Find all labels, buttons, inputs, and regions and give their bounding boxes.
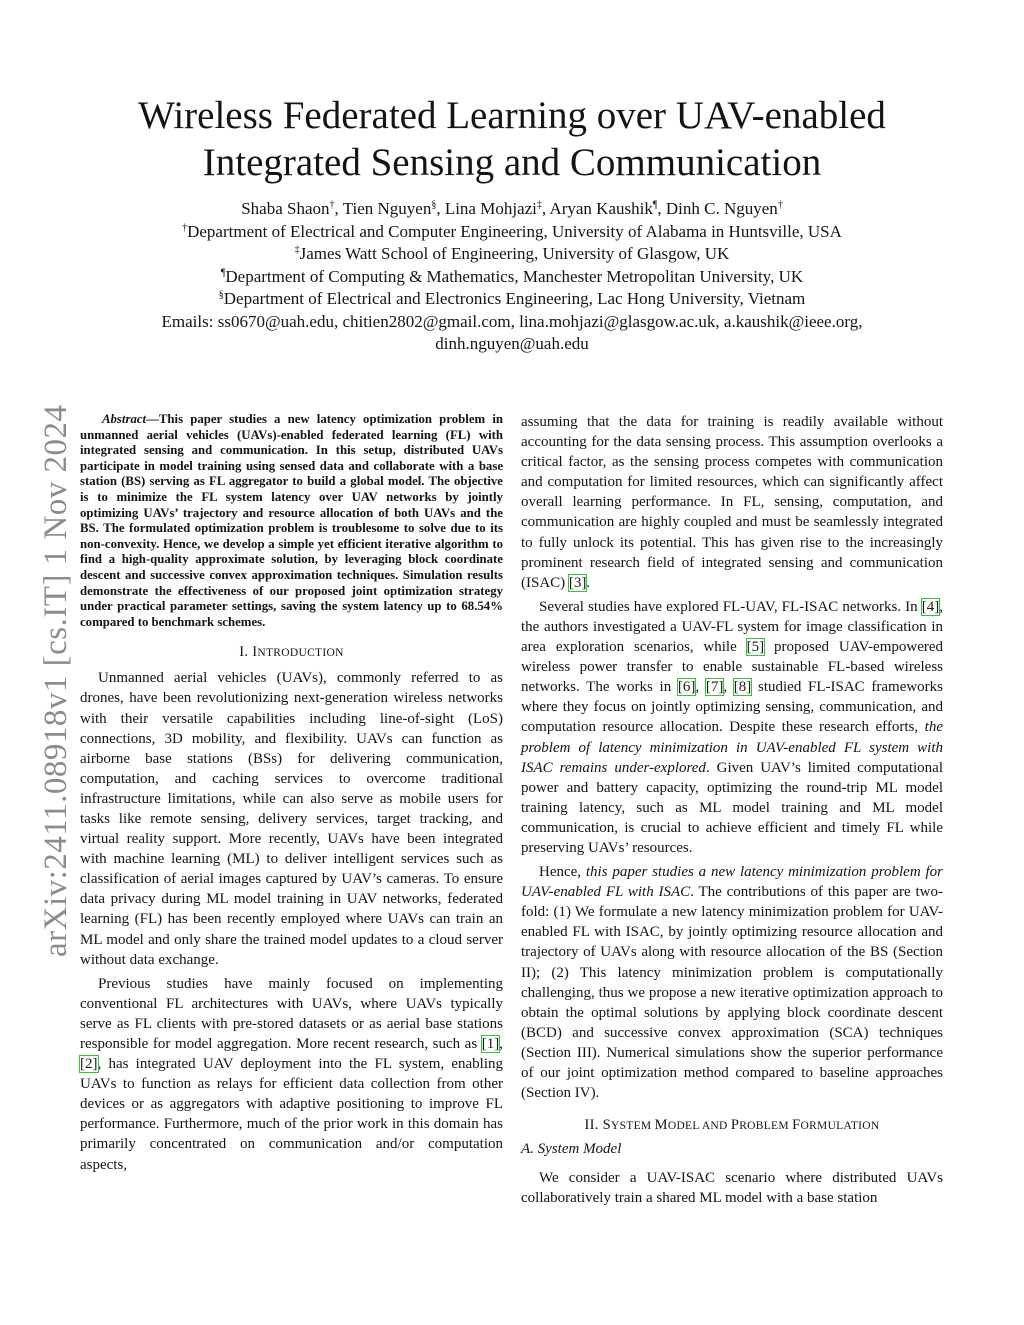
citation-link[interactable]: [7] [705, 679, 724, 696]
email-line: dinh.nguyen@uah.edu [435, 334, 589, 353]
citation-link[interactable]: [4] [921, 598, 940, 615]
affiliation-mark: † [329, 199, 335, 211]
citation-link[interactable]: [3] [568, 574, 587, 591]
author-separator: , [436, 199, 445, 218]
affiliation-line [60, 243, 964, 266]
citation-link[interactable]: [6] [677, 679, 696, 696]
affiliation-line [60, 288, 964, 311]
paragraph-text: studied FL-ISAC frameworks where they focus on jointly optimizing sensing, communication, and computation resource allocation. Despite these research efforts, [521, 679, 944, 736]
author-name: Shaba Shaon [241, 199, 330, 218]
title-line-2: Integrated Sensing and Communication [202, 141, 822, 184]
section-smallcaps: ODEL AND [667, 1120, 731, 1133]
section-initial: F [792, 1117, 801, 1134]
author-name: Aryan Kaushik [549, 199, 653, 218]
affiliation-mark: ¶ [220, 266, 226, 278]
paragraph-text: Several studies have explored FL-UAV, FL-ISAC networks. In [539, 598, 922, 615]
paragraph-text: assuming that the data for training is readily available without accounting for the data sensing process. This assumption overlooks a critical factor, as the sensing process competes with communication and computation for limited resources, which can significantly affect overall learning performance. In FL, sensing, computation, and communication are highly coupled and must be seamlessly integrated to fully unlock its potential. This has given rise to the increasingly prominent research field of integrated sensing and communication (ISAC) [521, 414, 943, 591]
author-separator: , [657, 199, 666, 218]
paragraph-text: . The contributions of this paper are two-fold: (1) We formulate a new latency minimization problem for UAV-enabled FL with ISAC, by jointly optimizing resource allocation and trajectory of UAVs along with resource allocation of the BS (Section II); (2) This latency minimization problem is computationally challenging, thus we propose a new iterative optimization approach to obtain the optimal solutions by applying block coordinate descent (BCD) and successive convex approximation (SCA) techniques (Section III). Numerical simulations show the superior performance of our joint optimization method compared to baseline approaches (Section IV). [521, 884, 943, 1102]
paragraph-text: . [586, 574, 591, 591]
emphasis-text: this paper studies a new latency minimization problem for UAV-enabled FL with ISAC [521, 864, 943, 901]
section-heading-system-model [521, 1117, 943, 1134]
paragraph-text: , the authors investigated a UAV-FL system for image classification in area exploration scenarios, while [521, 598, 943, 656]
abstract-text: This paper studies a new latency optimization problem in unmanned aerial vehicles (UAVs)-enabled federated learning (FL) with integrated sensing and communication. In this setup, distributed UAVs participate in model training using sensed data and collaborate with a base station (BS) serving as FL aggregator to build a global model. The objective is to minimize the FL system latency over UAV networks by jointly optimizing UAVs’ trajectory and resource allocation of both UAVs and the BS. The formulated optimization problem is troublesome to solve due to its non-convexity. Hence, we develop a simple yet efficient iterative algorithm to find a high-quality approximate solution, by leveraging block coordinate descent and successive convex approximation techniques. Simulation results demonstrate the effectiveness of our proposed joint optimization strategy under practical parameter settings, saving the system latency up to 68.54% compared to benchmark schemes. [80, 412, 503, 629]
section-smallcaps: ORMULATION [800, 1120, 880, 1133]
author-name: Lina Mohjazi [444, 199, 537, 218]
affiliation-line [60, 221, 964, 244]
author-separator: , [334, 199, 343, 218]
paragraph: We consider a UAV-ISAC scenario where distributed UAVs collaboratively train a shared ML model with a base station [521, 1170, 943, 1207]
abstract [80, 412, 503, 630]
paragraph-text: , has integrated UAV deployment into the FL system, enabling UAVs to function as relays for efficient data collection from other devices or as aggregators with adaptive positioning to improve FL performance. Furthermore, much of the prior work in this domain has primarily concentrated on communication and/or computation aspects, [80, 1056, 503, 1173]
paper-title [60, 92, 964, 186]
email-line: Emails: ss0670@uah.edu, chitien2802@gmail.com, lina.mohjazi@glasgow.ac.uk, a.kaushik@ieee.org, [161, 311, 863, 331]
paragraph-text: Hence, [539, 864, 586, 881]
affiliation-line [60, 266, 964, 289]
section-number: II. [584, 1117, 603, 1134]
paragraph-text: , [723, 679, 734, 696]
subsection-heading: A. System Model [521, 1141, 622, 1158]
paragraph-text: proposed UAV-empowered wireless power transfer to enable sustainable FL-based wireless networks. The works in [521, 639, 944, 696]
section-number: I. [239, 644, 253, 661]
paragraph [80, 974, 503, 1175]
citation-link[interactable]: [1] [481, 1036, 500, 1052]
paragraph-text: Previous studies have mainly focused on implementing conventional FL architectures with UAVs, where UAVs typically serve as FL clients with pre-stored datasets or as aerial base stations responsible for model aggregation. More recent research, such as [80, 975, 503, 1052]
author-list [60, 198, 964, 221]
section-initial: P [730, 1117, 740, 1134]
paragraph: Unmanned aerial vehicles (UAVs), commonly referred to as drones, have been revolutionizing next-generation wireless networks with their versatile capabilities including line-of-sight (LoS) connections, 3D mobility, and flexibility. UAVs can function as airborne base stations (BSs) for delivering communication, computation, and caching services to overcome traditional infrastructure limitations, while can also serve as mobile users for tasks like remote sensing, delivery services, target tracking, and virtual reality support. More recently, UAVs have been integrated with machine learning (ML) to deliver intelligent services such as classification of aerial images captured by UAV’s cameras. To ensure data privacy during ML model training in UAV networks, federated learning (FL) has been recently employed where UAVs can train an ML model and only share the trained model updates to a cloud server without data exchange. [80, 670, 503, 968]
affiliation-mark: ‡ [294, 244, 300, 256]
paragraph-text: , [499, 1036, 503, 1052]
citation-link[interactable]: [8] [733, 679, 752, 696]
paragraph-text: . Given UAV’s limited computational power and battery capacity, optimizing the round-trip ML model training latency, such as ML model training and ML model communication, is crucial to achieve efficient and timely FL while preserving UAVs’ resources. [521, 759, 943, 856]
section-smallcaps: NTRODUCTION [257, 647, 344, 660]
affiliation-mark: ¶ [652, 199, 658, 211]
affiliation-text: Department of Electrical and Electronics Engineering, Lac Hong University, Vietnam [223, 289, 806, 308]
author-block [60, 198, 964, 356]
right-column [521, 412, 943, 1212]
section-initial: I [252, 644, 258, 661]
section-initial: M [654, 1117, 668, 1134]
section-heading-introduction [80, 644, 503, 661]
arxiv-identifier: arXiv:2411.08918v1 [cs.IT] 1 Nov 2024 [38, 404, 74, 957]
title-line-1: Wireless Federated Learning over UAV-enabled [138, 94, 886, 137]
author-name: Tien Nguyen [342, 199, 432, 218]
paragraph [521, 862, 943, 1103]
section-smallcaps: YSTEM [610, 1120, 655, 1133]
affiliation-text: Department of Electrical and Computer Engineering, University of Alabama in Huntsville, USA [187, 221, 842, 241]
affiliation-text: Department of Computing & Mathematics, Manchester Metropolitan University, UK [225, 266, 804, 286]
affiliation-text: James Watt School of Engineering, University of Glasgow, UK [299, 244, 730, 263]
paragraph [521, 597, 943, 858]
abstract-label: Abstract [102, 412, 147, 426]
affiliation-mark: ‡ [536, 199, 542, 211]
affiliation-mark: § [431, 199, 437, 211]
section-smallcaps: ROBLEM [739, 1120, 793, 1133]
citation-link[interactable]: [5] [746, 639, 765, 656]
section-initial: S [602, 1117, 611, 1134]
left-column [80, 412, 503, 1179]
citation-link[interactable]: [2] [80, 1056, 98, 1073]
paragraph [521, 412, 943, 593]
paragraph-text: , [695, 679, 706, 696]
author-separator: , [541, 199, 550, 218]
affiliation-mark: § [218, 289, 224, 301]
emphasis-text: the problem of latency minimization in UAV-enabled FL system with ISAC remains under-explored [521, 719, 943, 776]
abstract-dash: — [146, 412, 159, 426]
affiliation-mark: † [777, 199, 783, 211]
affiliation-mark: † [182, 221, 188, 233]
paper-header [60, 92, 964, 356]
author-name: Dinh C. Nguyen [665, 199, 778, 218]
